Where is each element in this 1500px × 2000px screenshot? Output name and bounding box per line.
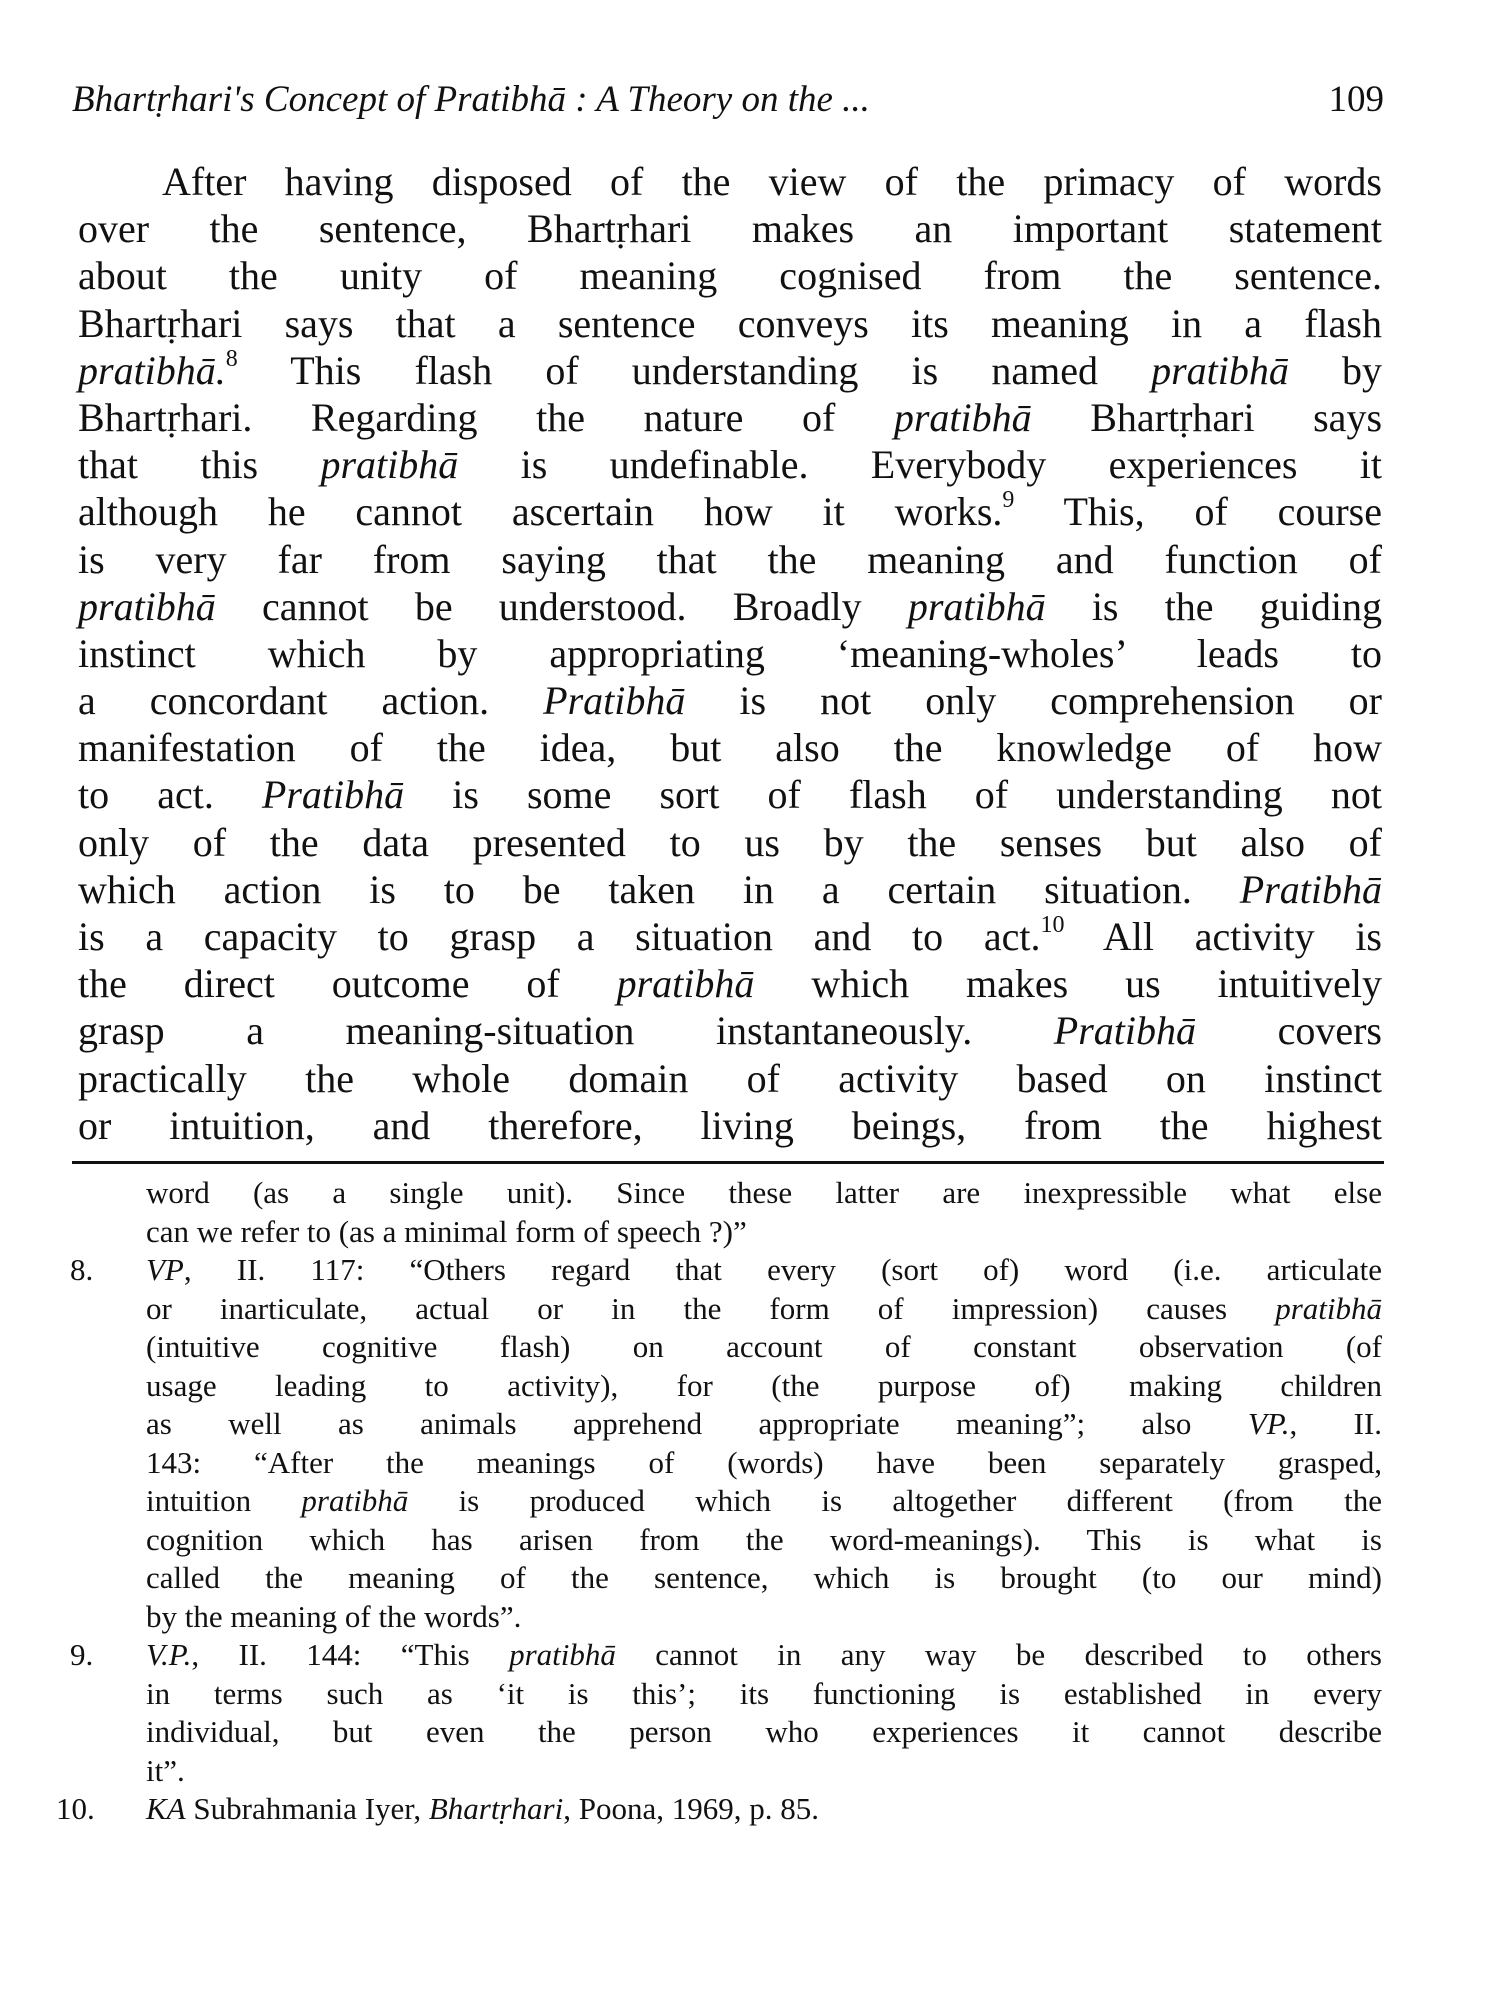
italic-text: pratibhā	[893, 394, 1032, 440]
italic-text: KA	[146, 1791, 186, 1826]
footnote-line	[146, 1367, 1382, 1406]
body-line	[78, 913, 1382, 960]
body-line	[78, 677, 1382, 724]
body-line	[78, 583, 1382, 630]
italic-text: VP.	[1247, 1406, 1290, 1441]
footnote-line	[146, 1598, 1382, 1637]
text-run: Subrahmania Iyer,	[185, 1791, 429, 1826]
page-number: 109	[1328, 79, 1384, 120]
text-run: cognition which has arisen from the word-meanings). This is what is	[146, 1521, 1382, 1557]
text-run: it”.	[146, 1752, 185, 1788]
text-run: is some sort of flash of understanding not	[404, 772, 1382, 818]
footnote-line	[146, 1636, 1382, 1675]
italic-text: pratibhā	[509, 1637, 616, 1672]
italic-text: pratibhā.	[78, 347, 226, 393]
text-run: is a capacity to grasp a situation and to act.	[78, 914, 1041, 959]
text-run: , Poona, 1969, p. 85.	[563, 1791, 819, 1826]
footnote-line	[146, 1521, 1382, 1560]
text-run: is not only comprehension or	[685, 678, 1382, 724]
body-line	[78, 1007, 1382, 1054]
body-line	[78, 488, 1382, 535]
text-run: as well as animals apprehend appropriate meaning”; also	[146, 1406, 1248, 1441]
text-run: is undefinable. Everybody experiences it	[458, 442, 1382, 488]
text-run: by	[1288, 347, 1383, 393]
body-line	[78, 630, 1382, 677]
body-line	[78, 394, 1382, 441]
italic-text: pratibhā	[320, 442, 459, 488]
text-run: This, of course	[1014, 489, 1383, 535]
text-run: instinct which by appropriating ‘meaning-wholes’ leads to	[78, 630, 1382, 676]
text-run: the direct outcome of	[78, 961, 617, 1007]
footnote-line	[146, 1790, 1382, 1829]
text-run: or inarticulate, actual or in the form of impression) causes	[146, 1290, 1276, 1326]
italic-text: pratibhā	[301, 1483, 409, 1518]
text-run: called the meaning of the sentence, which is brought (to our mind)	[146, 1560, 1382, 1595]
text-run: cannot be understood. Broadly	[215, 583, 908, 629]
text-run: is very far from saying that the meaning and function of	[78, 536, 1382, 582]
footnote-line	[146, 1482, 1382, 1521]
text-run: , II. 117: “Others regard that every (sort of) word (i.e. articulate	[183, 1252, 1382, 1287]
text-run: grasp a meaning-situation instantaneously.	[78, 1008, 1054, 1054]
text-run: After having disposed of the view of the primacy of words	[162, 159, 1382, 204]
text-run: , II.	[1289, 1406, 1382, 1441]
body-line	[78, 866, 1382, 913]
body-line	[78, 536, 1382, 583]
footnote-ref: 8	[225, 345, 238, 372]
footnote-line	[146, 1675, 1382, 1714]
footnote-separator	[72, 1161, 1384, 1164]
text-run: (intuitive cognitive flash) on account of constant observation (of	[146, 1329, 1382, 1364]
text-run: in terms such as ‘it is this’; its functioning is established in every	[146, 1675, 1382, 1711]
footnote-line	[146, 1213, 1382, 1252]
italic-text: pratibhā	[907, 583, 1046, 629]
body-line	[78, 1055, 1382, 1102]
body-line	[78, 819, 1382, 866]
footnote-line	[146, 1174, 1382, 1213]
italic-text: pratibhā	[78, 583, 216, 629]
body-line	[78, 1102, 1382, 1149]
text-run: is produced which is altogether different (from the	[408, 1483, 1382, 1518]
body-line	[78, 960, 1382, 1007]
italic-text: V.P.	[146, 1637, 192, 1672]
text-run: practically the whole domain of activity based on instinct	[78, 1055, 1382, 1101]
text-run: a concordant action.	[78, 678, 544, 724]
text-run: intuition	[146, 1483, 302, 1518]
italic-text: Pratibhā	[1239, 866, 1382, 912]
footnote-ref: 10	[1040, 912, 1065, 938]
text-run: , II. 144: “This	[191, 1637, 510, 1672]
body-line	[78, 441, 1382, 488]
body-line	[78, 724, 1382, 771]
body-line	[78, 771, 1382, 818]
running-title: Bhartṛhari's Concept of Pratibhā : A Theory on the ...	[72, 79, 870, 120]
text-run: Bhartṛhari says	[1031, 394, 1383, 440]
body-paragraph	[78, 158, 1382, 1149]
text-run: covers	[1196, 1008, 1382, 1054]
body-line	[78, 252, 1382, 299]
footnote-line	[146, 1713, 1382, 1752]
italic-text: Pratibhā	[543, 678, 686, 724]
text-run: 143: “After the meanings of (words) have been separately grasped,	[146, 1444, 1382, 1480]
text-run: can we refer to (as a minimal form of speech ?)”	[146, 1213, 747, 1249]
running-header	[72, 78, 1384, 122]
italic-text: pratibhā	[1151, 347, 1289, 393]
text-run: which action is to be taken in a certain situation.	[78, 866, 1240, 912]
footnote-number: 9.	[70, 1637, 94, 1672]
italic-text: Bhartṛhari	[428, 1791, 564, 1826]
text-run: cannot in any way be described to others	[615, 1637, 1382, 1672]
text-run: that this	[78, 442, 321, 488]
body-line	[78, 300, 1382, 347]
body-line	[78, 347, 1382, 394]
body-line	[78, 158, 1382, 205]
footnote-line	[146, 1559, 1382, 1598]
text-run: Bhartṛhari. Regarding the nature of	[78, 394, 894, 440]
italic-text: pratibhā	[616, 961, 755, 1007]
text-run: about the unity of meaning cognised from the sentence.	[78, 253, 1382, 299]
body-line	[78, 205, 1382, 252]
footnote-line	[146, 1405, 1382, 1444]
text-run: although he cannot ascertain how it works.	[78, 489, 1003, 535]
footnote-line	[146, 1328, 1382, 1367]
text-run: or intuition, and therefore, living beings, from the highest	[78, 1102, 1382, 1148]
italic-text: VP	[146, 1252, 184, 1287]
text-run: manifestation of the idea, but also the knowledge of how	[78, 725, 1382, 771]
footnote-line	[146, 1290, 1382, 1329]
text-run: This flash of understanding is named	[237, 347, 1152, 393]
footnote-number: 8.	[70, 1252, 94, 1287]
text-run: usage leading to activity), for (the purpose of) making children	[146, 1367, 1382, 1403]
text-run: individual, but even the person who experiences it cannot describe	[146, 1714, 1382, 1749]
italic-text: pratibhā	[1275, 1290, 1382, 1326]
italic-text: Pratibhā	[1053, 1008, 1197, 1054]
text-run: word (as a single unit). Since these latter are inexpressible what else	[146, 1175, 1382, 1210]
text-run: only of the data presented to us by the senses but also of	[78, 819, 1382, 865]
footnote-line	[146, 1752, 1382, 1791]
text-run: to act.	[78, 772, 262, 818]
text-run: All activity is	[1064, 914, 1383, 959]
footnote-ref: 9	[1002, 487, 1015, 514]
text-run: Bhartṛhari says that a sentence conveys its meaning in a flash	[78, 300, 1382, 346]
italic-text: Pratibhā	[261, 772, 405, 818]
text-run: over the sentence, Bhartṛhari makes an important statement	[78, 206, 1382, 252]
footnote-line	[146, 1251, 1382, 1290]
footnote-line	[146, 1444, 1382, 1483]
footnote-number: 10.	[56, 1791, 95, 1826]
text-run: by the meaning of the words”.	[146, 1598, 522, 1634]
text-run: which makes us intuitively	[754, 961, 1382, 1007]
text-run: is the guiding	[1045, 583, 1382, 629]
